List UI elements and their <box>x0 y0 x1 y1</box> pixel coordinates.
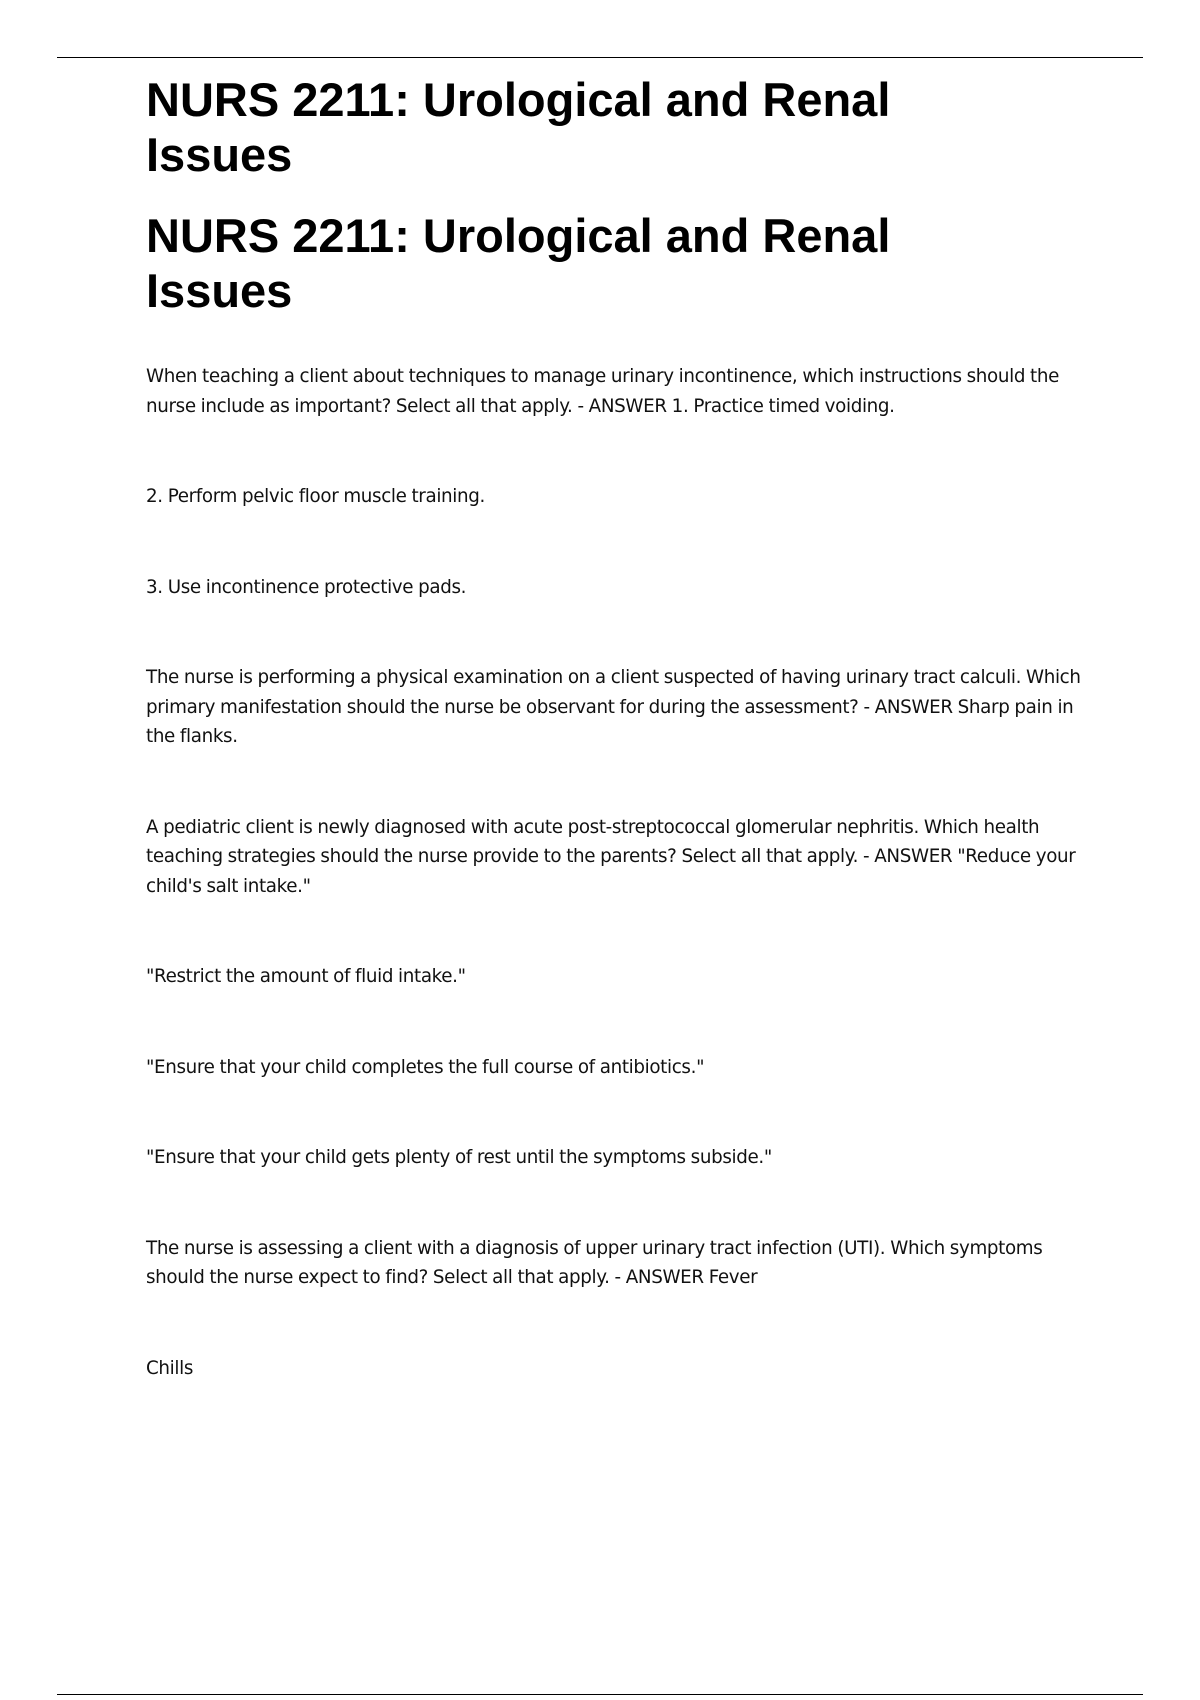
question-incontinence: When teaching a client about techniques to manage urinary incontinence, which instructions should the nurse include as important? Select all that apply. - ANSWER 1. Practice timed voiding. <box>146 366 1060 417</box>
document-title-repeat: NURS 2211: Urological and Renal Issues <box>146 209 891 317</box>
answer-item: Chills <box>146 1357 194 1379</box>
answer-item: "Ensure that your child gets plenty of rest until the symptoms subside." <box>146 1147 772 1168</box>
question-glomerulonephritis: A pediatric client is newly diagnosed with acute post-streptococcal glomerular nephritis. Which health teaching strategies should the nurse provide to the parents? Select all that apply. - ANSWER "Reduce your child's salt intake." <box>146 816 1076 897</box>
answer-item: "Restrict the amount of fluid intake." <box>146 966 466 987</box>
top-rule <box>57 57 1143 58</box>
question-answer-list <box>146 362 1096 1383</box>
document-title: NURS 2211: Urological and Renal Issues <box>146 73 891 181</box>
answer-item: 3. Use incontinence protective pads. <box>146 576 467 598</box>
answer-item: "Ensure that your child completes the full course of antibiotics." <box>146 1056 705 1078</box>
answer-item: 2. Perform pelvic floor muscle training. <box>146 486 485 507</box>
bottom-rule <box>57 1694 1143 1695</box>
question-calculi: The nurse is performing a physical examination on a client suspected of having urinary tract calculi. Which primary manifestation should the nurse be observant for during the assessment? - ANSWER Sharp pain in the flanks. <box>146 667 1081 747</box>
question-uti: The nurse is assessing a client with a diagnosis of upper urinary tract infection (UTI). Which symptoms should the nurse expect to find? Select all that apply. - ANSWER Fever <box>146 1237 1043 1288</box>
document-body <box>146 72 1096 1383</box>
